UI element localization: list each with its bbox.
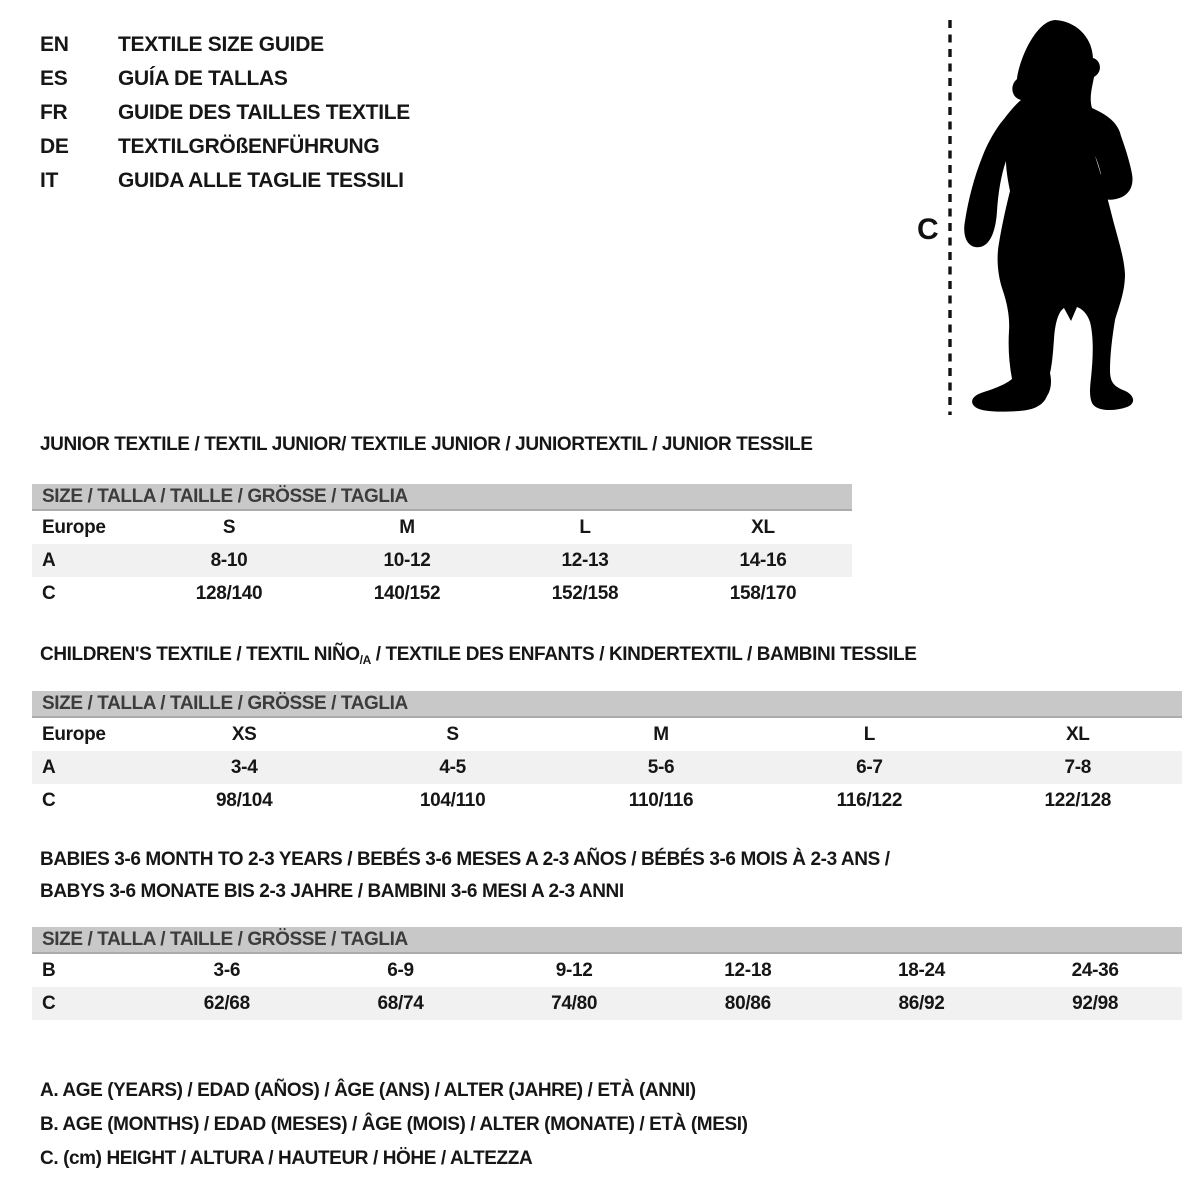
section-title-babies-line1: BABIES 3-6 MONTH TO 2-3 YEARS / BEBÉS 3-6 MESES A 2-3 AÑOS / BÉBÉS 3-6 MOIS À 2-3 ANS /: [40, 849, 890, 870]
language-row: [40, 28, 410, 62]
lang-label: TEXTILE SIZE GUIDE: [118, 33, 324, 56]
legend: [40, 1074, 748, 1176]
size-cell: XL: [751, 516, 775, 538]
table-row-height: [32, 987, 1182, 1020]
height-cell: 86/92: [898, 992, 945, 1014]
row-label: Europe: [42, 516, 106, 538]
months-cell: 6-9: [387, 959, 414, 981]
row-label: C: [42, 582, 56, 604]
table-row-age: [32, 751, 1182, 784]
age-cell: 12-13: [561, 549, 609, 571]
height-cell: 98/104: [216, 789, 273, 811]
language-row: [40, 130, 410, 164]
language-row: [40, 62, 410, 96]
legend-line-c: C. (cm) HEIGHT / ALTURA / HAUTEUR / HÖHE / ALTEZZA: [40, 1148, 533, 1169]
row-label: B: [42, 959, 56, 981]
height-cell: 158/170: [729, 582, 797, 604]
section-title-babies-line2: BABYS 3-6 MONATE BIS 2-3 JAHRE / BAMBINI 3-6 MESI A 2-3 ANNI: [40, 881, 624, 902]
children-title-sub: /A: [359, 653, 371, 667]
height-label-c: C: [917, 213, 939, 246]
table-row-height: [32, 784, 1182, 817]
junior-size-table: [32, 484, 852, 610]
legend-line-b: B. AGE (MONTHS) / EDAD (MESES) / ÂGE (MOIS) / ALTER (MONATE) / ETÀ (MESI): [40, 1114, 748, 1135]
months-cell: 3-6: [213, 959, 241, 981]
age-cell: 14-16: [739, 549, 787, 571]
lang-code: ES: [40, 67, 68, 90]
table-row-europe: [32, 718, 1182, 751]
age-cell: 3-4: [230, 756, 258, 778]
height-cell: 92/98: [1072, 992, 1119, 1014]
babies-size-table: [32, 927, 1182, 1020]
height-cell: 140/152: [373, 582, 441, 604]
height-cell: 68/74: [377, 992, 424, 1014]
size-cell: M: [399, 516, 415, 538]
size-cell: XS: [231, 723, 257, 745]
months-cell: 12-18: [724, 959, 772, 981]
size-cell: S: [446, 723, 459, 745]
height-cell: 74/80: [551, 992, 598, 1014]
size-header-bar: SIZE / TALLA / TAILLE / GRÖSSE / TAGLIA: [32, 484, 852, 511]
age-cell: 8-10: [210, 549, 248, 571]
size-cell: M: [653, 723, 669, 745]
size-cell: S: [222, 516, 236, 538]
lang-label: GUIDE DES TAILLES TEXTILE: [118, 101, 410, 124]
language-row: [40, 164, 410, 198]
months-cell: 24-36: [1071, 959, 1119, 981]
height-cell: 110/116: [628, 789, 694, 811]
height-measure-figure: [905, 10, 1200, 425]
language-list: [40, 28, 410, 198]
age-cell: 6-7: [856, 756, 883, 778]
lang-code: EN: [40, 33, 69, 56]
height-cell: 80/86: [724, 992, 771, 1014]
toddler-silhouette-graphic: [905, 10, 1200, 425]
section-title-children: [40, 644, 916, 667]
size-cell: XL: [1065, 723, 1090, 745]
children-size-table: [32, 691, 1182, 817]
height-cell: 122/128: [1044, 789, 1112, 811]
size-header-bar: SIZE / TALLA / TAILLE / GRÖSSE / TAGLIA: [32, 927, 1182, 954]
height-cell: 152/158: [551, 582, 619, 604]
size-header-bar: SIZE / TALLA / TAILLE / GRÖSSE / TAGLIA: [32, 691, 1182, 718]
row-label: A: [42, 756, 56, 778]
table-row-europe: [32, 511, 852, 544]
age-cell: 7-8: [1064, 756, 1092, 778]
children-title-suffix: / TEXTILE DES ENFANTS / KINDERTEXTIL / BAMBINI TESSILE: [370, 644, 917, 665]
lang-code: FR: [40, 101, 68, 124]
children-title-prefix: CHILDREN'S TEXTILE / TEXTIL NIÑO: [40, 644, 360, 665]
lang-code: DE: [40, 135, 69, 158]
height-cell: 104/110: [419, 789, 486, 811]
lang-label: GUÍA DE TALLAS: [118, 67, 288, 90]
table-row-months: [32, 954, 1182, 987]
row-label: C: [42, 992, 56, 1014]
lang-code: IT: [40, 169, 59, 192]
row-label: A: [42, 549, 56, 571]
language-row: [40, 96, 410, 130]
row-label: C: [42, 789, 56, 811]
height-cell: 128/140: [195, 582, 263, 604]
toddler-silhouette: [964, 20, 1133, 412]
months-cell: 18-24: [897, 959, 946, 981]
size-cell: L: [863, 723, 876, 745]
section-title-junior: JUNIOR TEXTILE / TEXTIL JUNIOR/ TEXTILE JUNIOR / JUNIORTEXTIL / JUNIOR TESSILE: [40, 434, 813, 455]
lang-label: GUIDA ALLE TAGLIE TESSILI: [118, 169, 404, 192]
row-label: Europe: [42, 723, 106, 745]
height-cell: 62/68: [203, 992, 250, 1014]
table-row-height: [32, 577, 852, 610]
age-cell: 5-6: [647, 756, 675, 778]
age-cell: 4-5: [439, 756, 466, 778]
age-cell: 10-12: [383, 549, 431, 571]
height-cell: 116/122: [836, 789, 903, 811]
lang-label: TEXTILGRÖßENFÜHRUNG: [118, 135, 380, 158]
size-cell: L: [579, 516, 591, 538]
table-row-age: [32, 544, 852, 577]
legend-line-a: A. AGE (YEARS) / EDAD (AÑOS) / ÂGE (ANS) / ALTER (JAHRE) / ETÀ (ANNI): [40, 1080, 696, 1101]
months-cell: 9-12: [555, 959, 593, 981]
